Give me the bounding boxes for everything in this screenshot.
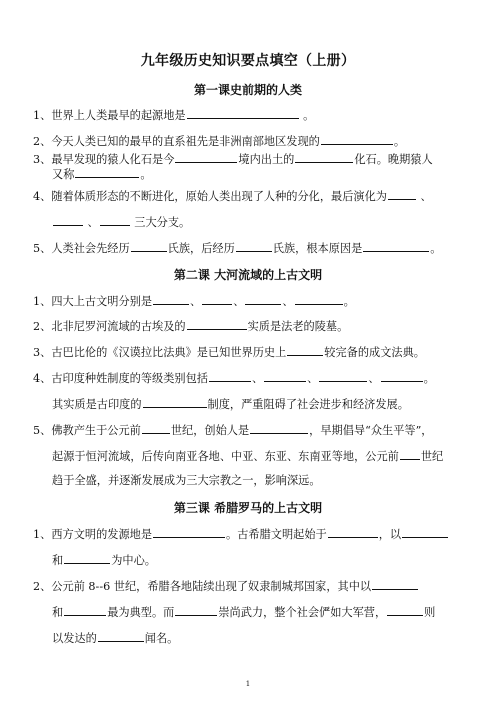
blank[interactable]: [64, 552, 110, 564]
blank[interactable]: [53, 214, 83, 226]
question-1-1: 1、世界上人类最早的起源地是 。: [33, 109, 315, 122]
blank[interactable]: [295, 151, 353, 163]
blank[interactable]: [264, 370, 306, 382]
question-3-1-cont: 和 为中心。: [52, 554, 156, 567]
blank[interactable]: [187, 318, 247, 330]
section-heading-3: 第三课 希腊罗马的上古文明: [173, 501, 323, 515]
blank[interactable]: [381, 370, 423, 382]
blank[interactable]: [402, 526, 448, 538]
page-number: 1: [245, 680, 251, 688]
question-2-4-cont: 其实质是古印度的 制度，严重阻碍了社会进步和经济发展。: [52, 398, 409, 411]
blank[interactable]: [143, 396, 207, 408]
blank[interactable]: [250, 422, 308, 434]
blank[interactable]: [131, 240, 167, 252]
blank[interactable]: [202, 293, 232, 305]
blank[interactable]: [319, 370, 367, 382]
blank[interactable]: [372, 578, 418, 590]
blank[interactable]: [75, 166, 139, 178]
blank[interactable]: [295, 293, 343, 305]
question-1-4: 4、随着体质形态的不断进化，原始人类出现了人种的分化，最后演化为 、: [33, 190, 432, 203]
blank[interactable]: [321, 133, 393, 145]
blank[interactable]: [387, 604, 423, 616]
blank[interactable]: [153, 293, 189, 305]
blank[interactable]: [153, 526, 225, 538]
blank[interactable]: [64, 604, 106, 616]
question-1-2: 2、今天人类已知的最早的直系祖先是非洲南部地区发现的 。: [33, 135, 406, 148]
question-2-5-cont-1: 起源于恒河流域，后传向南亚各地、中亚、东亚、东南亚等地，公元前 世纪: [52, 450, 444, 463]
question-1-3-cont: 又称 。: [52, 168, 152, 181]
blank[interactable]: [187, 107, 299, 119]
blank[interactable]: [175, 151, 237, 163]
question-2-5-cont-2: 趋于全盛，并逐渐发展成为三大宗教之一，影响深远。: [52, 474, 321, 487]
blank[interactable]: [100, 214, 130, 226]
question-1-4-cont: 、 三大分支。: [52, 214, 190, 230]
blank[interactable]: [142, 422, 170, 434]
question-2-3: 3、古巴比伦的《汉谟拉比法典》是已知世界历史上 较完备的成文法典。: [33, 346, 425, 359]
blank[interactable]: [209, 370, 251, 382]
question-2-1: 1、四大上古文明分别是 、 、 、 。: [33, 295, 355, 308]
question-1-5: 5、人类社会先经历 氏族，后经历 氏族，根本原因是 。: [33, 242, 442, 255]
question-1-3: 3、最早发现的猿人化石是今 境内出土的 化石。晚期猿人: [33, 153, 433, 166]
blank[interactable]: [287, 344, 323, 356]
blank[interactable]: [245, 293, 281, 305]
question-2-4: 4、古印度种姓制度的等级类别包括 、 、 、 。: [33, 372, 435, 385]
section-heading-2: 第二课 大河流域的上古文明: [173, 268, 323, 282]
blank[interactable]: [363, 240, 429, 252]
question-3-1: 1、西方文明的发源地是 。古希腊文明起始于 ，以: [33, 526, 449, 542]
blank[interactable]: [400, 448, 420, 460]
question-2-5: 5、佛教产生于公元前 世纪，创始人是 ，早期倡导“众生平等”，: [33, 424, 433, 437]
blank[interactable]: [175, 604, 217, 616]
blank[interactable]: [236, 240, 272, 252]
document-title: 九年级历史知识要点填空（上册）: [140, 53, 356, 69]
question-3-2: 2、公元前 8--6 世纪，希腊各地陆续出现了奴隶制城邦国家，其中以: [33, 578, 419, 594]
question-3-2-cont-1: 和 最为典型。而 崇尚武力，整个社会俨如大军营， 则: [52, 606, 436, 619]
blank[interactable]: [388, 188, 416, 200]
blank[interactable]: [328, 526, 378, 538]
question-2-2: 2、北非尼罗河流域的古埃及的 实质是法老的陵墓。: [33, 320, 349, 333]
question-3-2-cont-2: 以发达的 闻名。: [52, 632, 179, 645]
section-heading-1: 第一课史前期的人类: [193, 83, 302, 97]
blank[interactable]: [98, 630, 144, 642]
